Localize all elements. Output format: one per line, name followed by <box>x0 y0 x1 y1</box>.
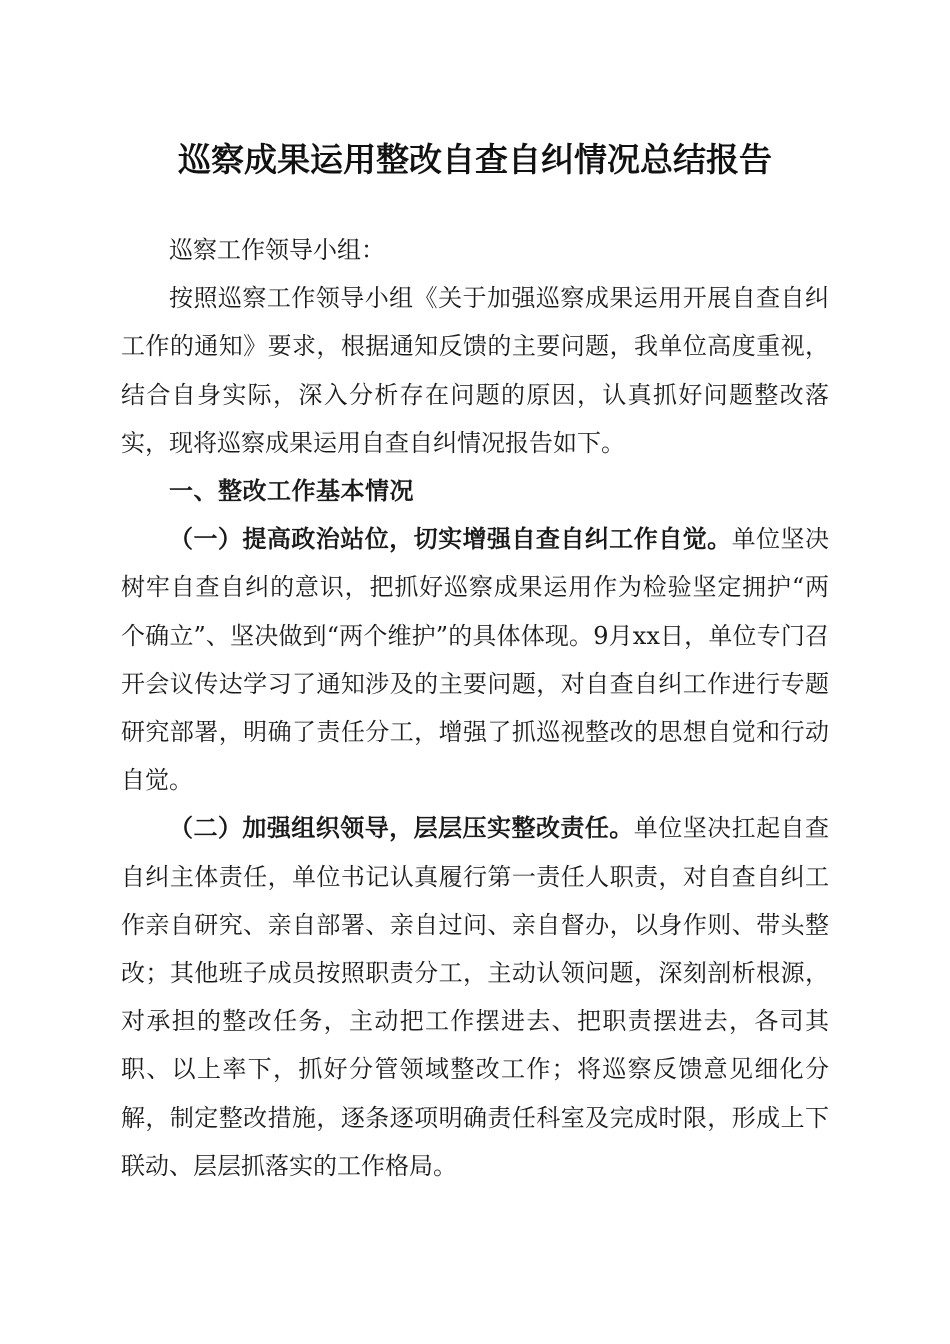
item-2-paragraph <box>121 804 829 1190</box>
item-2-body: 单位坚决扛起自查自纠主体责任，单位书记认真履行第一责任人职责，对自查自纠工作亲自研究、亲自部署、亲自过问、亲自督办，以身作则、带头整改；其他班子成员按照职责分工，主动认领问题，深刻剖析根源，对承担的整改任务，主动把工作摆进去、把职责摆进去，各司其职、以上率下，抓好分管领域整改工作；将巡察反馈意见细化分解，制定整改措施，逐条逐项明确责任科室及完成时限，形成上下联动、层层抓落实的工作格局。 <box>121 814 830 1180</box>
section-heading-1: 一、整改工作基本情况 <box>169 477 414 506</box>
item-2-lead: （二）加强组织领导，层层压实整改责任。 <box>169 813 634 843</box>
item-1-body: 单位坚决树牢自查自纠的意识，把抓好巡察成果运用作为检验坚定拥护“两个确立”、坚决做到“两个维护”的具体体现。9月xx日，单位专门召开会议传达学习了通知涉及的主要问题，对自查自纠工作进行专题研究部署，明确了责任分工，增强了抓巡视整改的思想自觉和行动自觉。 <box>121 525 830 795</box>
document-body <box>121 226 829 1190</box>
item-1-paragraph <box>121 515 829 804</box>
intro-paragraph: 按照巡察工作领导小组《关于加强巡察成果运用开展自查自纠工作的通知》要求，根据通知反馈的主要问题，我单位高度重视，结合自身实际，深入分析存在问题的原因，认真抓好问题整改落实，现将巡察成果运用自查自纠情况报告如下。 <box>121 284 829 457</box>
salutation: 巡察工作领导小组： <box>169 236 385 264</box>
document-title: 巡察成果运用整改自查自纠情况总结报告 <box>178 140 772 179</box>
item-1-lead: （一）提高政治站位，切实增强自查自纠工作自觉。 <box>169 524 732 554</box>
